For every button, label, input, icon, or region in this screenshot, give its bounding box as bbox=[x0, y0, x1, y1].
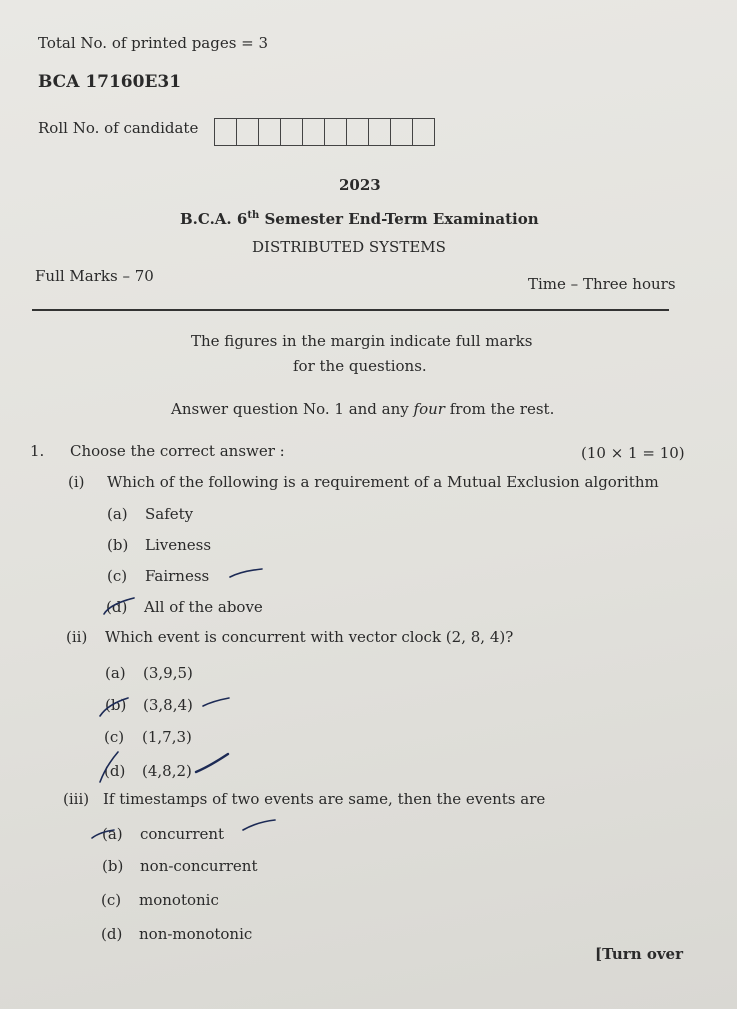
option: (c) monotonic bbox=[101, 891, 219, 909]
question-marks: (10 × 1 = 10) bbox=[581, 444, 685, 462]
subq-number: (iii) bbox=[63, 790, 90, 808]
strike-mark bbox=[92, 830, 114, 838]
exam-year: 2023 bbox=[339, 176, 381, 194]
answer-instruction: Answer question No. 1 and any four from the rest. bbox=[171, 400, 555, 418]
option: (c) (1,7,3) bbox=[104, 728, 192, 746]
option: (d) (4,8,2) bbox=[104, 762, 192, 780]
roll-label: Roll No. of candidate bbox=[38, 119, 199, 137]
option: (d) All of the above bbox=[106, 598, 263, 616]
strike-mark bbox=[104, 598, 134, 614]
instruction-line-2: for the questions. bbox=[293, 357, 427, 375]
tick-mark bbox=[230, 569, 262, 577]
option: (d) non-monotonic bbox=[101, 925, 253, 943]
tick-mark bbox=[203, 698, 229, 706]
tick-mark bbox=[196, 754, 228, 772]
subq-text: Which of the following is a requirement of a Mutual Exclusion algorithm bbox=[107, 473, 659, 491]
time-allowed: Time – Three hours bbox=[528, 275, 676, 293]
tick-mark bbox=[243, 820, 275, 830]
turn-over: [Turn over bbox=[595, 945, 683, 963]
option: (c) Fairness bbox=[107, 567, 210, 585]
printed-pages: Total No. of printed pages = 3 bbox=[38, 34, 269, 52]
paper-code: BCA 17160E31 bbox=[38, 72, 182, 92]
option: (a) Safety bbox=[107, 505, 194, 523]
question-text: Choose the correct answer : bbox=[70, 442, 285, 460]
subject-title: DISTRIBUTED SYSTEMS bbox=[252, 238, 446, 256]
full-marks: Full Marks – 70 bbox=[35, 267, 154, 285]
subq-number: (ii) bbox=[66, 628, 88, 646]
question-number: 1. bbox=[30, 442, 45, 460]
instruction-line-1: The figures in the margin indicate full marks bbox=[191, 332, 533, 350]
subq-text: If timestamps of two events are same, then the events are bbox=[103, 790, 546, 808]
option: (b) non-concurrent bbox=[102, 857, 258, 875]
subq-text: Which event is concurrent with vector clock (2, 8, 4)? bbox=[105, 628, 514, 646]
option: (a) concurrent bbox=[102, 825, 225, 843]
subq-number: (i) bbox=[68, 473, 85, 491]
option: (b) Liveness bbox=[107, 536, 212, 554]
strike-mark bbox=[100, 698, 128, 716]
strike-mark bbox=[100, 752, 118, 782]
option: (a) (3,9,5) bbox=[105, 664, 193, 682]
exam-title: B.C.A. 6th Semester End-Term Examination bbox=[180, 210, 539, 228]
option: (b) (3,8,4) bbox=[105, 696, 193, 714]
